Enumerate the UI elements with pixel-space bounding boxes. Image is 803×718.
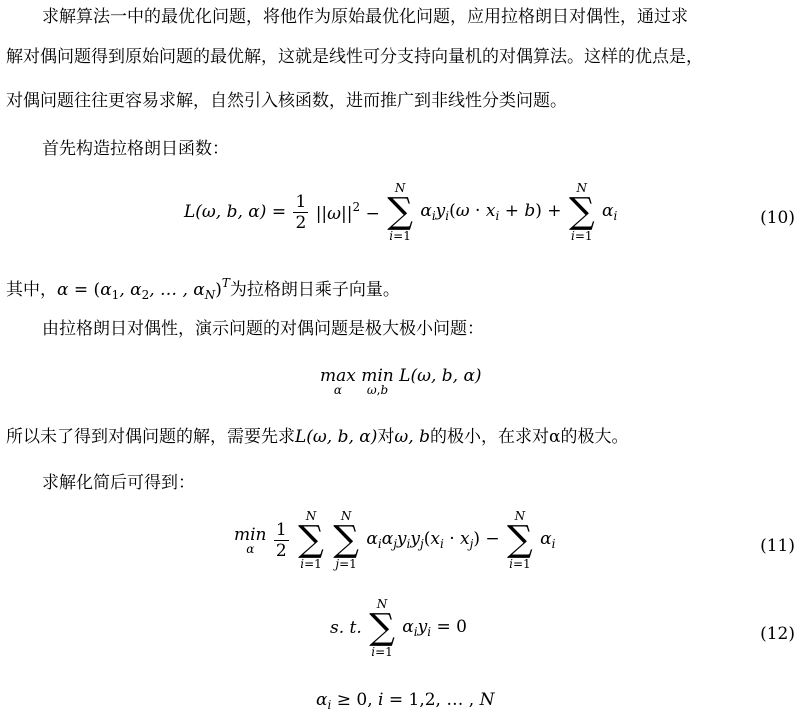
equation-10-body: L(ω, b, α) = $\frac{1}{2}$ $||\omega||^2$ − N ∑ i=1 $\alpha_iy_i(\omega \cdot x_i + b)$ + N ∑ i=1 $\alpha_i$ — [184, 181, 618, 243]
paragraph-1-line-2: 解对偶问题得到原始问题的最优解，这就是线性可分支持向量机的对偶算法。这样的优点是， — [6, 47, 703, 67]
paragraph-1-line-1: 求解算法一中的最优化问题，将他作为原始最优化问题，应用拉格朗日对偶性，通过求 — [42, 7, 688, 27]
paragraph-5-mid: 对 — [377, 427, 395, 447]
fraction-one-half: $\frac{1}{2}$ — [275, 519, 287, 561]
paragraph-2: 首先构造拉格朗日函数： — [42, 139, 229, 159]
paragraph-5-prefix: 所以未了得到对偶问题的解，需要先求 — [6, 427, 295, 447]
sum-operator: N ∑ i=1 — [387, 181, 413, 243]
paragraph-5-suffix: 的极小，在求对α的极大。 — [429, 427, 629, 447]
alpha-constraint — [0, 690, 803, 716]
lagrangian-inline: L(ω, b, α) — [295, 427, 378, 447]
equation-number: (11) — [760, 536, 795, 556]
equation-11 — [0, 506, 803, 586]
paragraph-3-prefix: 其中， — [6, 280, 57, 300]
omega-b-inline: ω, b — [394, 427, 430, 447]
equation-12 — [0, 596, 803, 672]
paragraph-6: 求解化简后可得到： — [42, 473, 195, 493]
sum-operator: N ∑ i=1 — [507, 509, 533, 571]
max-min-expression — [0, 366, 803, 402]
paragraph-3 — [6, 270, 798, 308]
equation-11-body: min α $\frac{1}{2}$ N ∑ i=1 N ∑ j=1 $\alpha_i\alpha_jy_iy_j(x_i \cdot x_j)$ − N ∑ i=1 $\alpha_i$ — [234, 509, 556, 571]
paragraph-1-line-3: 对偶问题往往更容易求解，自然引入核函数，进而推广到非线性分类问题。 — [6, 91, 567, 111]
sum-operator: N ∑ j=1 — [333, 509, 359, 571]
paragraph-4: 由拉格朗日对偶性，演示问题的对偶问题是极大极小问题： — [42, 319, 484, 339]
max-min-body: max α min ω,b L(ω, b, α) — [320, 366, 482, 397]
alpha-constraint-body: $\alpha_i \ge 0$, i = 1,2, … , N — [316, 690, 495, 712]
fraction-one-half: $\frac{1}{2}$ — [295, 191, 307, 233]
equation-number: (12) — [760, 624, 795, 644]
equation-10 — [0, 178, 803, 258]
paragraph-5 — [6, 424, 798, 450]
alpha-vector-expression: $\alpha = (\alpha_1$, $\alpha_2$, … , $\alpha_N)^T$ — [57, 276, 230, 302]
paragraph-3-suffix: 为拉格朗日乘子向量。 — [229, 280, 400, 300]
sum-operator: N ∑ i=1 — [568, 181, 595, 243]
sum-operator: N ∑ i=1 — [369, 597, 395, 659]
equation-number: (10) — [760, 208, 795, 228]
equation-12-body: s. t. N ∑ i=1 $\alpha_iy_i = 0$ — [330, 597, 467, 659]
sum-operator: N ∑ i=1 — [298, 509, 324, 571]
